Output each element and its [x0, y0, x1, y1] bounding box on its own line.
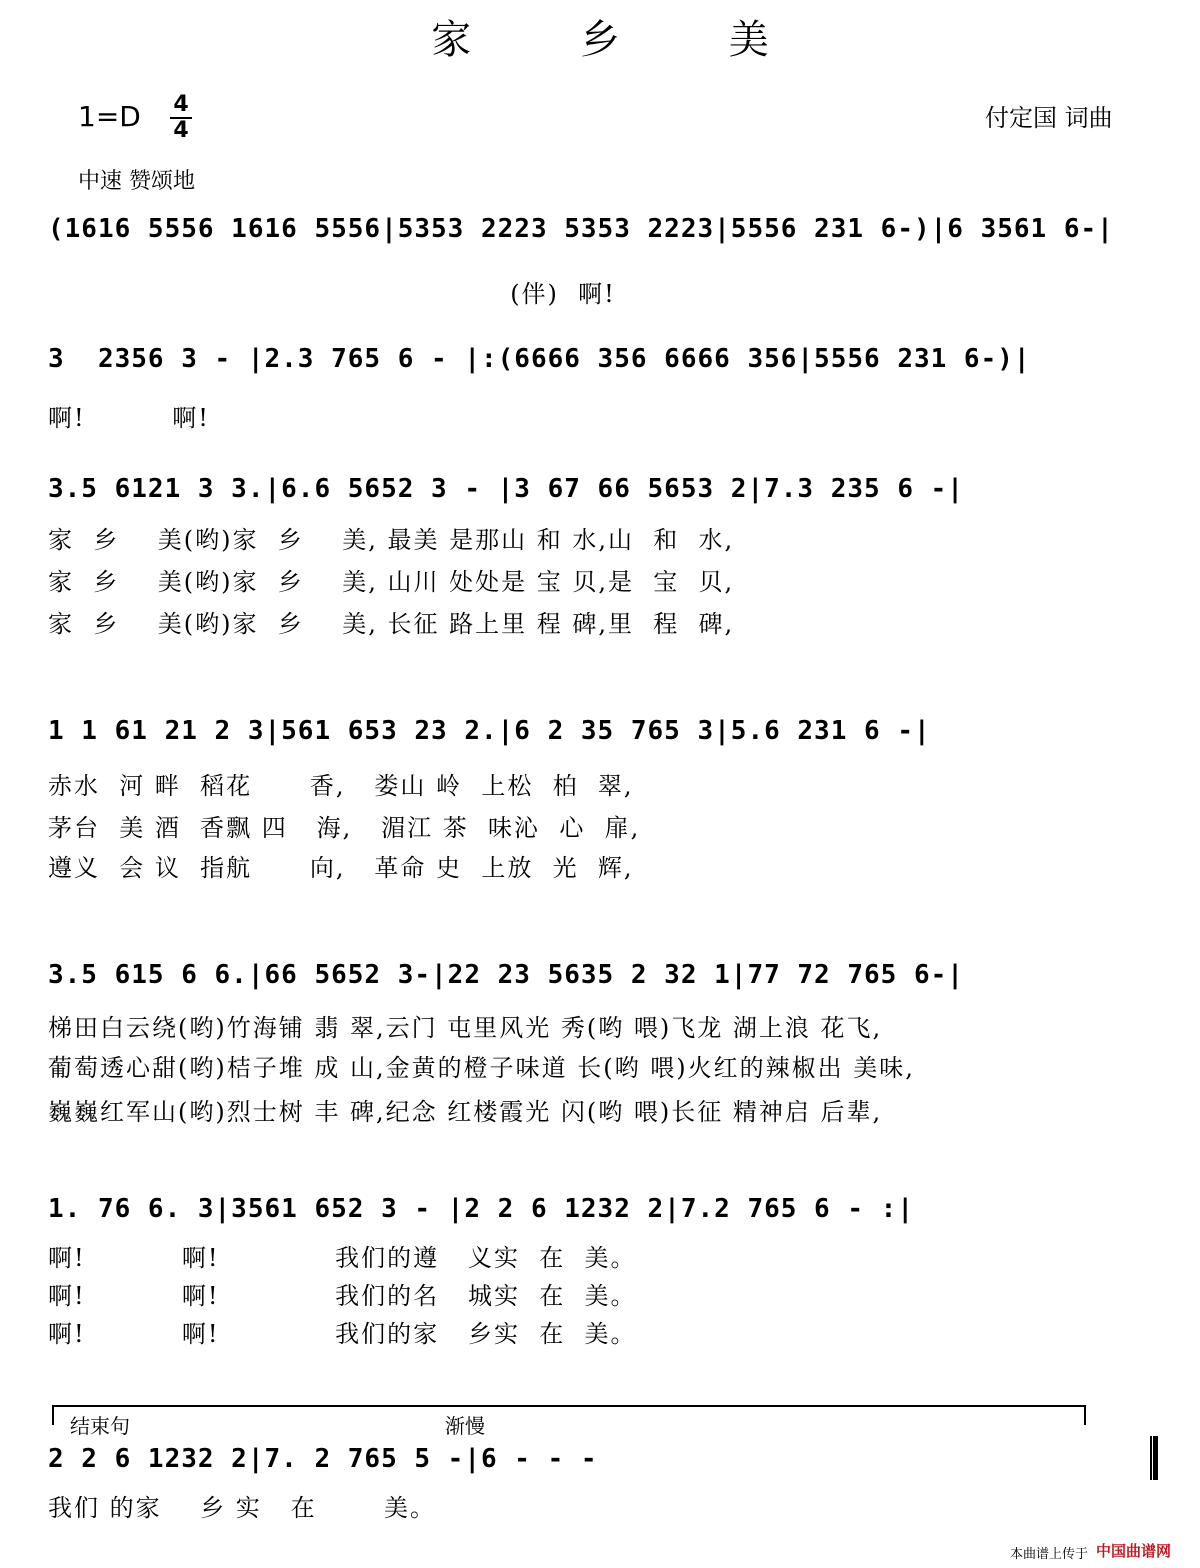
score-line-3: 3.5 6121 3 3.|6.6 5652 3 - |3 67 66 5653 2|7.3 235 6 -| [48, 474, 964, 504]
site-logo: 中国曲谱网 [1096, 1542, 1172, 1560]
lyric-line-2: 啊! 啊! [48, 404, 210, 432]
lyric-line-4b: 茅台 美 酒 香飘 四 海, 湄江 茶 味沁 心 扉, [48, 814, 641, 842]
lyric-line-3a: 家 乡 美(哟)家 乡 美, 最美 是那山 和 水,山 和 水, [48, 526, 735, 554]
lyric-line-6a: 啊! 啊! 我们的遵 义实 在 美。 [48, 1244, 637, 1272]
lyric-line-5c: 巍巍红军山(哟)烈士树 丰 碑,纪念 红楼霞光 闪(哟 喂)长征 精神启 后辈, [48, 1098, 883, 1126]
score-line-5: 3.5 615 6 6.|66 5652 3-|22 23 5635 2 32 1|77 72 765 6-| [48, 960, 964, 990]
lyric-line-6c: 啊! 啊! 我们的家 乡实 在 美。 [48, 1320, 637, 1348]
lyric-line-5b: 葡萄透心甜(哟)桔子堆 成 山,金黄的橙子味道 长(哟 喂)火红的辣椒出 美味, [48, 1054, 915, 1082]
final-barline [1150, 1436, 1158, 1480]
time-signature [170, 94, 192, 142]
tempo-marking: 中速 赞颂地 [78, 169, 195, 194]
score-line-2: 3 2356 3 - |2.3 765 6 - |:(6666 356 6666 356|5556 231 6-)| [48, 344, 1031, 374]
lyric-line-6b: 啊! 啊! 我们的名 城实 在 美。 [48, 1282, 637, 1310]
ending-bracket [52, 1405, 1086, 1425]
score-line-4: 1 1 61 21 2 3|561 653 23 2.|6 2 35 765 3|5.6 231 6 -| [48, 716, 931, 746]
time-sig-top: 4 [173, 92, 189, 117]
page-title: 家 乡 美 [431, 17, 817, 63]
score-line-1: (1616 5556 1616 5556|5353 2223 5353 2223|5556 231 6-)|6 3561 6-| [48, 214, 1114, 244]
footer-note: 本曲谱上传于 [1010, 1547, 1089, 1562]
lyric-line-3c: 家 乡 美(哟)家 乡 美, 长征 路上里 程 碑,里 程 碑, [48, 610, 735, 638]
time-sig-bottom: 4 [173, 118, 189, 143]
lyric-line-5a: 梯田白云绕(哟)竹海铺 翡 翠,云门 屯里风光 秀(哟 喂)飞龙 湖上浪 花飞, [48, 1014, 883, 1042]
lyric-line-4a: 赤水 河 畔 稻花 香, 娄山 岭 上松 柏 翠, [48, 772, 634, 800]
lyric-line-3b: 家 乡 美(哟)家 乡 美, 山川 处处是 宝 贝,是 宝 贝, [48, 568, 735, 596]
score-line-7: 2 2 6 1232 2|7. 2 765 5 -|6 - - - [48, 1444, 598, 1474]
score-line-6: 1. 76 6. 3|3561 652 3 - |2 2 6 1232 2|7.2 765 6 - :| [48, 1194, 914, 1224]
ending-label: 结束句 [70, 1414, 130, 1438]
lyric-line-7: 我们 的家 乡 实 在 美。 [48, 1494, 437, 1522]
ritardando-label: 渐慢 [445, 1414, 485, 1438]
lyric-line-4c: 遵义 会 议 指航 向, 革命 史 上放 光 辉, [48, 854, 634, 882]
author-credit: 付定国 词曲 [985, 104, 1113, 132]
key-signature: 1=D [78, 100, 141, 133]
lyric-line-1: (伴) 啊! [48, 280, 616, 308]
